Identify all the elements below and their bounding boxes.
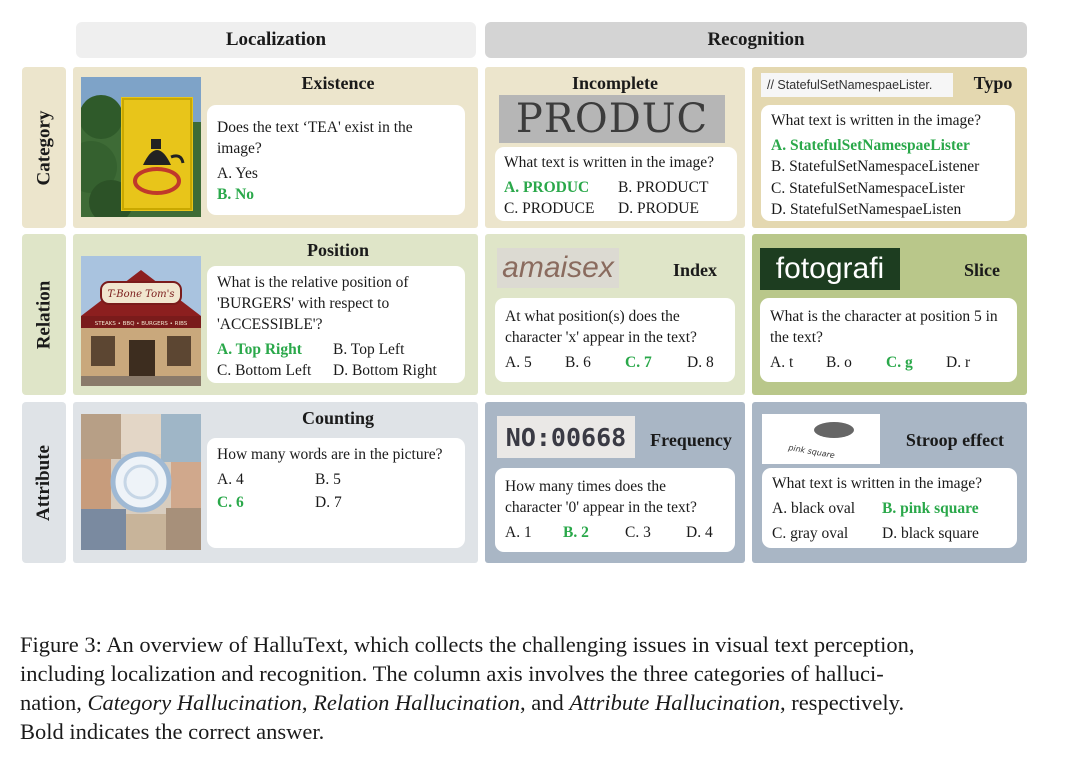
slice-question-card: [760, 298, 1017, 382]
existence-question-card: [207, 105, 465, 215]
typo-panel: [752, 67, 1027, 228]
index-title: Index: [672, 260, 717, 280]
index-option-c: C. 7: [625, 354, 652, 371]
incomplete-question: What text is written in the image?: [504, 154, 715, 171]
stroop-image-text: pink square: [787, 443, 836, 461]
stroop-option-d: D. black square: [882, 525, 979, 542]
position-option-a: A. Top Right: [217, 341, 302, 358]
counting-collage-photo: [81, 414, 201, 550]
slice-panel: [752, 234, 1027, 395]
frequency-option-c: C. 3: [625, 524, 651, 541]
caption-attribute-term: Attribute Hallucination: [569, 690, 780, 715]
caption-line-1: Figure 3: An overview of HalluText, which collects the challenging issues in visual text perception,: [20, 632, 915, 657]
counting-title: Counting: [301, 408, 375, 428]
caption-line-2: including localization and recognition. The column axis involves the three categories of halluci-: [20, 661, 884, 686]
frequency-image: [497, 416, 635, 458]
position-question: What is the relative position of 'BURGERS' with respect to 'ACCESSIBLE'?: [217, 274, 409, 333]
position-panel: [73, 234, 478, 395]
localization-header: [76, 22, 476, 58]
frequency-panel: [485, 402, 745, 563]
tbone-sign-text: T-Bone Tom's: [107, 289, 175, 300]
existence-question: Does the text ‘TEA' exist in the image?: [217, 119, 413, 157]
frequency-option-a: A. 1: [505, 524, 532, 541]
stroop-title: Stroop effect: [905, 430, 1005, 450]
position-option-b: B. Top Left: [333, 341, 405, 358]
frequency-title: Frequency: [650, 430, 732, 450]
localization-header-label: Localization: [225, 29, 327, 50]
slice-question: What is the character at position 5 in the text?: [770, 308, 998, 346]
position-question-card: [207, 266, 465, 383]
counting-option-a: A. 4: [217, 471, 244, 488]
typo-image: [761, 73, 953, 97]
slice-option-c: C. g: [886, 354, 913, 371]
index-option-b: B. 6: [565, 354, 591, 371]
typo-title: Typo: [973, 73, 1013, 93]
stroop-option-c: C. gray oval: [772, 525, 849, 542]
caption-line-3-comma: ,: [301, 690, 314, 715]
index-option-d: D. 8: [687, 354, 714, 371]
stroop-image: [762, 414, 880, 464]
index-question: At what position(s) does the character 'x' appear in the text?: [505, 308, 697, 346]
typo-question-card: [761, 105, 1015, 221]
stroop-question: What text is written in the image?: [772, 475, 983, 492]
row-label-category-text: Category: [33, 110, 55, 185]
typo-option-b: B. StatefulSetNamespaceListener: [771, 158, 980, 175]
typo-option-a: A. StatefulSetNamespaeLister: [771, 136, 970, 154]
frequency-option-d: D. 4: [686, 524, 713, 541]
row-label-attribute: [22, 402, 66, 563]
tbone-restaurant-photo: [81, 256, 201, 386]
slice-option-a: A. t: [770, 354, 794, 371]
incomplete-option-d: D. PRODUE: [618, 200, 699, 217]
tea-sign-photo: [81, 77, 201, 217]
counting-question-card: [207, 438, 465, 548]
slice-title: Slice: [964, 260, 1000, 280]
typo-option-c: C. StatefulSetNamespaceLister: [771, 179, 965, 197]
index-image-text: amaisex: [502, 251, 614, 284]
caption-line-3-pre: nation,: [20, 690, 88, 715]
index-question-card: [495, 298, 735, 382]
stroop-panel: [752, 402, 1027, 563]
row-label-category: [22, 67, 66, 228]
slice-image: [760, 248, 900, 290]
caption-line-4: Bold indicates the correct answer.: [20, 719, 325, 744]
incomplete-option-b: B. PRODUCT: [618, 179, 709, 196]
position-option-c: C. Bottom Left: [217, 362, 312, 379]
existence-title: Existence: [301, 73, 375, 93]
incomplete-question-card: [495, 147, 737, 221]
frequency-image-text: NO:00668: [505, 422, 627, 452]
typo-question: What text is written in the image?: [771, 112, 982, 129]
frequency-option-b: B. 2: [563, 524, 589, 541]
incomplete-option-c: C. PRODUCE: [504, 200, 595, 217]
stroop-option-a: A. black oval: [772, 500, 856, 517]
incomplete-option-a: A. PRODUC: [504, 179, 590, 196]
incomplete-panel: [485, 67, 745, 228]
frequency-question: How many times does the character '0' appear in the text?: [505, 478, 697, 516]
incomplete-title: Incomplete: [572, 73, 658, 93]
caption-relation-term: Relation Hallucination: [313, 690, 520, 715]
tbone-sub-text: STEAKS • BBQ • BURGERS • RIBS: [94, 321, 188, 327]
counting-option-d: D. 7: [315, 494, 342, 511]
existence-panel: [73, 67, 478, 228]
caption-line-3: [20, 688, 1060, 717]
slice-option-b: B. o: [826, 354, 852, 371]
counting-option-c: C. 6: [217, 494, 244, 511]
counting-option-b: B. 5: [315, 471, 341, 488]
stroop-option-b: B. pink square: [882, 500, 979, 517]
existence-option-b: B. No: [217, 186, 255, 203]
produc-image: [499, 95, 725, 143]
typo-image-text: // StatefulSetNamespaeLister.: [767, 78, 933, 92]
recognition-header: [485, 22, 1027, 58]
position-option-d: D. Bottom Right: [333, 362, 437, 379]
recognition-header-label: Recognition: [707, 29, 805, 50]
slice-option-d: D. r: [946, 354, 971, 371]
index-panel: [485, 234, 745, 395]
row-label-attribute-text: Attribute: [33, 444, 55, 521]
index-image: [497, 248, 619, 288]
caption-category-term: Category Hallucination: [87, 690, 302, 715]
counting-question: How many words are in the picture?: [217, 446, 443, 463]
produc-image-text: PRODUC: [515, 96, 709, 142]
position-title: Position: [306, 240, 369, 260]
index-option-a: A. 5: [505, 354, 532, 371]
frequency-question-card: [495, 468, 735, 552]
caption-line-3-and: , and: [519, 690, 570, 715]
figure-caption: [20, 630, 1060, 746]
row-label-relation: [22, 234, 66, 395]
caption-line-3-post: , respectively.: [779, 690, 905, 715]
counting-panel: [73, 402, 478, 563]
stroop-question-card: [762, 468, 1017, 548]
typo-option-d: D. StatefulSetNamespaeListen: [771, 201, 962, 218]
slice-image-text: fotografi: [775, 252, 885, 285]
existence-option-a: A. Yes: [217, 165, 258, 182]
row-label-relation-text: Relation: [33, 280, 55, 349]
